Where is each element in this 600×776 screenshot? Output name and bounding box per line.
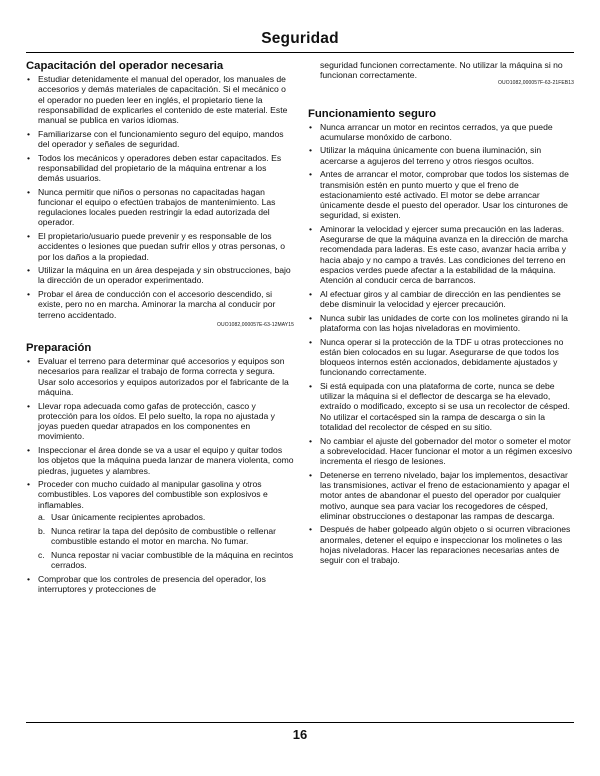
list-item: • Utilizar la máquina únicamente con buena iluminación, sin acercarse a agujeros del terreno y otros riesgos ocultos. bbox=[308, 145, 574, 166]
sub-item-mark: b. bbox=[38, 525, 46, 536]
list-item: • Aminorar la velocidad y ejercer suma precaución en las laderas. Asegurarse de que la máquina avanza en la dirección de marcha recomendada para laderas. Es este caso, avanzar hacia arriba y hacia abajo y no campo a través. Las condiciones del terreno en espacios verdes puede afectar a la estabilidad de la máquina. Atención al conducir cerca de barrancos. bbox=[308, 224, 574, 286]
list-item: • Utilizar la máquina en un área despejada y sin obstrucciones, bajo la dirección de un operador experimentado. bbox=[26, 265, 294, 286]
list-item: • Todos los mecánicos y operadores deben estar capacitados. Es responsabilidad del propietario de la máquina entrenar a los demás usuarios. bbox=[26, 153, 294, 184]
reference-code: OUO1082,000057E-63-12MAY15 bbox=[217, 322, 294, 329]
list-item-text: Proceder con mucho cuidado al manipular gasolina y otros combustibles. Los vapores del combustible son explosivos e inflamables. bbox=[38, 479, 268, 510]
sub-item-text: Nunca retirar la tapa del depósito de combustible o rellenar combustible estando el motor en marcha. No fumar. bbox=[51, 525, 276, 546]
sub-item-text: Nunca repostar ni vaciar combustible de la máquina en recintos cerrados. bbox=[51, 549, 294, 571]
list-item: • El propietario/usuario puede prevenir y es responsable de los accidentes o lesiones que puedan sufrir ellos y otras personas, o por los daños a la propiedad. bbox=[26, 231, 294, 262]
reference-code: OUO1082,000057F-63-21FEB13 bbox=[498, 79, 574, 86]
footer-rule bbox=[26, 722, 574, 723]
sub-item-mark: c. bbox=[38, 549, 45, 560]
list-item: • Si está equipada con una plataforma de corte, nunca se debe utilizar la máquina si el deflector de descarga se ha elevado, extraído o modificado, excepto si se usa un recolector de césped. No utilizar el cortacésped sin la rampa de descarga o sin la totalidad del recolector de césped en su sitio. bbox=[308, 381, 574, 432]
header-rule bbox=[26, 52, 574, 53]
section-title-capacitacion: Capacitación del operador necesaria bbox=[26, 60, 224, 72]
sub-item-text: Usar únicamente recipientes aprobados. bbox=[51, 511, 206, 522]
sub-item bbox=[38, 526, 294, 547]
list-item: • No cambiar el ajuste del gobernador del motor o someter el motor a sobrevelocidad. Hacer funcionar el motor a un régimen excesivo incrementa el riesgo de lesiones. bbox=[308, 436, 574, 467]
list-item: • Estudiar detenidamente el manual del operador, los manuales de accesorios y demás materiales de capacitación. Si el mecánico o el operador no pueden leer en inglés, el propietario tiene la responsabilidad de explicarles el contenido de este material. Este manual se publica en varios idiomas. bbox=[26, 74, 294, 125]
sub-item-mark: a. bbox=[38, 511, 46, 522]
list-item: • Nunca permitir que niños o personas no capacitadas hagan funcionar el equipo o efectúen trabajos de mantenimiento. Las regulaciones locales pueden restringir la edad autorizada del operador. bbox=[26, 187, 294, 228]
section-title-funcionamiento: Funcionamiento seguro bbox=[308, 107, 437, 120]
capacitacion-list bbox=[26, 74, 294, 320]
continued-text: seguridad funcionen correctamente. No utilizar la máquina si no funcionan correctamente. bbox=[320, 60, 563, 81]
list-item: • Inspeccionar el área donde se va a usar el equipo y quitar todos los objetos que la máquina pueda lanzar de manera violenta, como piedras, juguetes y alambres. bbox=[26, 445, 294, 476]
list-item: • Evaluar el terreno para determinar qué accesorios y equipos son necesarios para realizar el trabajo de forma correcta y segura. Usar solo accesorios y equipos autorizados por el fabricante de la máquina. bbox=[26, 356, 294, 397]
sub-item bbox=[38, 512, 294, 522]
right-column bbox=[308, 60, 574, 569]
list-item: • Nunca operar si la protección de la TDF u otras protecciones no están bien colocados en su lugar. Asegurarse de que todos los bloqueos internos estén accionados, debidamente ajustados y funcionando correctamente. bbox=[308, 337, 574, 378]
page-title: Seguridad bbox=[261, 30, 339, 47]
list-item: • Al efectuar giros y al cambiar de dirección en las pendientes se debe disminuir la velocidad y ejercer precaución. bbox=[308, 289, 574, 310]
left-column bbox=[26, 60, 294, 598]
fuel-sublist bbox=[38, 512, 294, 570]
list-item-fuel bbox=[26, 479, 294, 570]
section-title-preparacion: Preparación bbox=[26, 342, 92, 355]
list-item: • Probar el área de conducción con el accesorio descendido, si existe, pero no en marcha. Aminorar la marcha al conducir por terreno accidentado. bbox=[26, 289, 294, 320]
list-item: • Nunca arrancar un motor en recintos cerrados, ya que puede acumularse monóxido de carbono. bbox=[308, 122, 574, 143]
preparacion-list bbox=[26, 356, 294, 594]
list-item: • Familiarizarse con el funcionamiento seguro del equipo, mandos del operador y señales de seguridad. bbox=[26, 129, 294, 150]
funcionamiento-list bbox=[308, 122, 574, 566]
list-item: • Después de haber golpeado algún objeto o si ocurren vibraciones anormales, detener el equipo e inspeccionar los molinetes o las hojas niveladoras. Hacer las reparaciones necesarias antes de seguir con el trabajo. bbox=[308, 524, 574, 565]
page-number: 16 bbox=[292, 727, 308, 742]
list-item: • Nunca subir las unidades de corte con los molinetes girando ni la plataforma con las hojas niveladoras en movimiento. bbox=[308, 313, 574, 334]
list-item: • Antes de arrancar el motor, comprobar que todos los sistemas de transmisión estén en punto muerto y que el freno de estacionamiento esté activado. El motor se debe arrancar únicamente desde el puesto del operador. Usar los cinturones de seguridad, si existen. bbox=[308, 169, 574, 220]
list-item: • Detenerse en terreno nivelado, bajar los implementos, desactivar las transmisiones, activar el freno de estacionamiento y apagar el motor antes de abandonar el puesto del operador por cualquier motivo, aunque sea para vaciar los recogedores de césped, eliminar obstrucciones o destaponar las rampas de descarga. bbox=[308, 470, 574, 521]
list-item: • Comprobar que los controles de presencia del operador, los interruptores y protecciones de bbox=[26, 574, 294, 595]
list-item: • Llevar ropa adecuada como gafas de protección, casco y protección para los oídos. El pelo suelto, la ropa no ajustada y joyas pueden quedar atrapados en los componentes en movimiento. bbox=[26, 401, 294, 442]
sub-item bbox=[38, 550, 294, 571]
